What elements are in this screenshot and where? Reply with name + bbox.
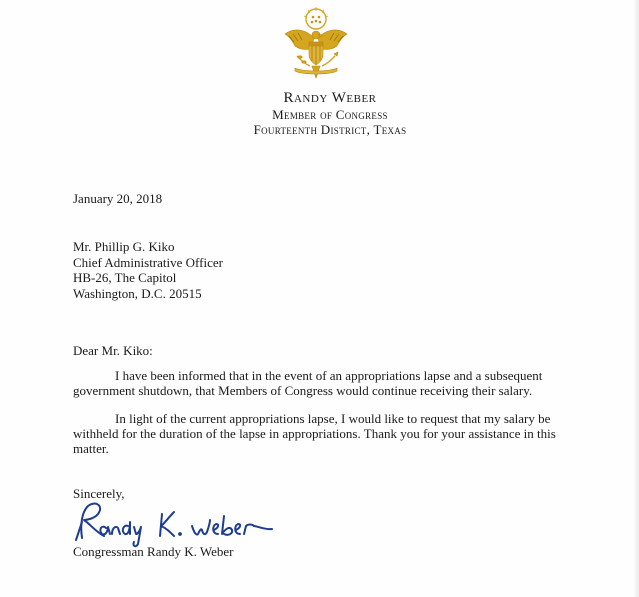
body-paragraph-1: I have been informed that in the event of an appropriations lapse and a subsequent government shutdown, that Members of Congress would continue receiving their salary.: [73, 368, 543, 398]
letter-date: January 20, 2018: [73, 191, 163, 206]
letterhead-district: Fourteenth District, Texas: [253, 122, 407, 137]
house-seal-eagle-icon: [281, 6, 351, 82]
recipient-office: HB-26, The Capitol: [73, 270, 177, 285]
salutation: Dear Mr. Kiko:: [73, 343, 153, 358]
recipient-city: Washington, D.C. 20515: [73, 285, 202, 301]
signer-name: Congressman Randy K. Weber: [73, 544, 234, 559]
closing: Sincerely,: [73, 486, 125, 501]
letterhead: [200, 90, 460, 137]
recipient-title: Chief Administrative Officer: [73, 254, 223, 270]
handwritten-signature: [68, 494, 308, 550]
letterhead-title: Member of Congress: [272, 107, 388, 122]
recipient-name: Mr. Phillip G. Kiko: [73, 239, 175, 254]
letterhead-name: Randy Weber: [283, 90, 377, 106]
page-edge-shadow: [633, 0, 639, 597]
recipient-address: [73, 239, 223, 301]
body-paragraph-2: In light of the current appropriations lapse, I would like to request that my salary be withheld for the duration of the lapse in appropriations. Thank you for your assistance in this matter.: [73, 411, 556, 456]
